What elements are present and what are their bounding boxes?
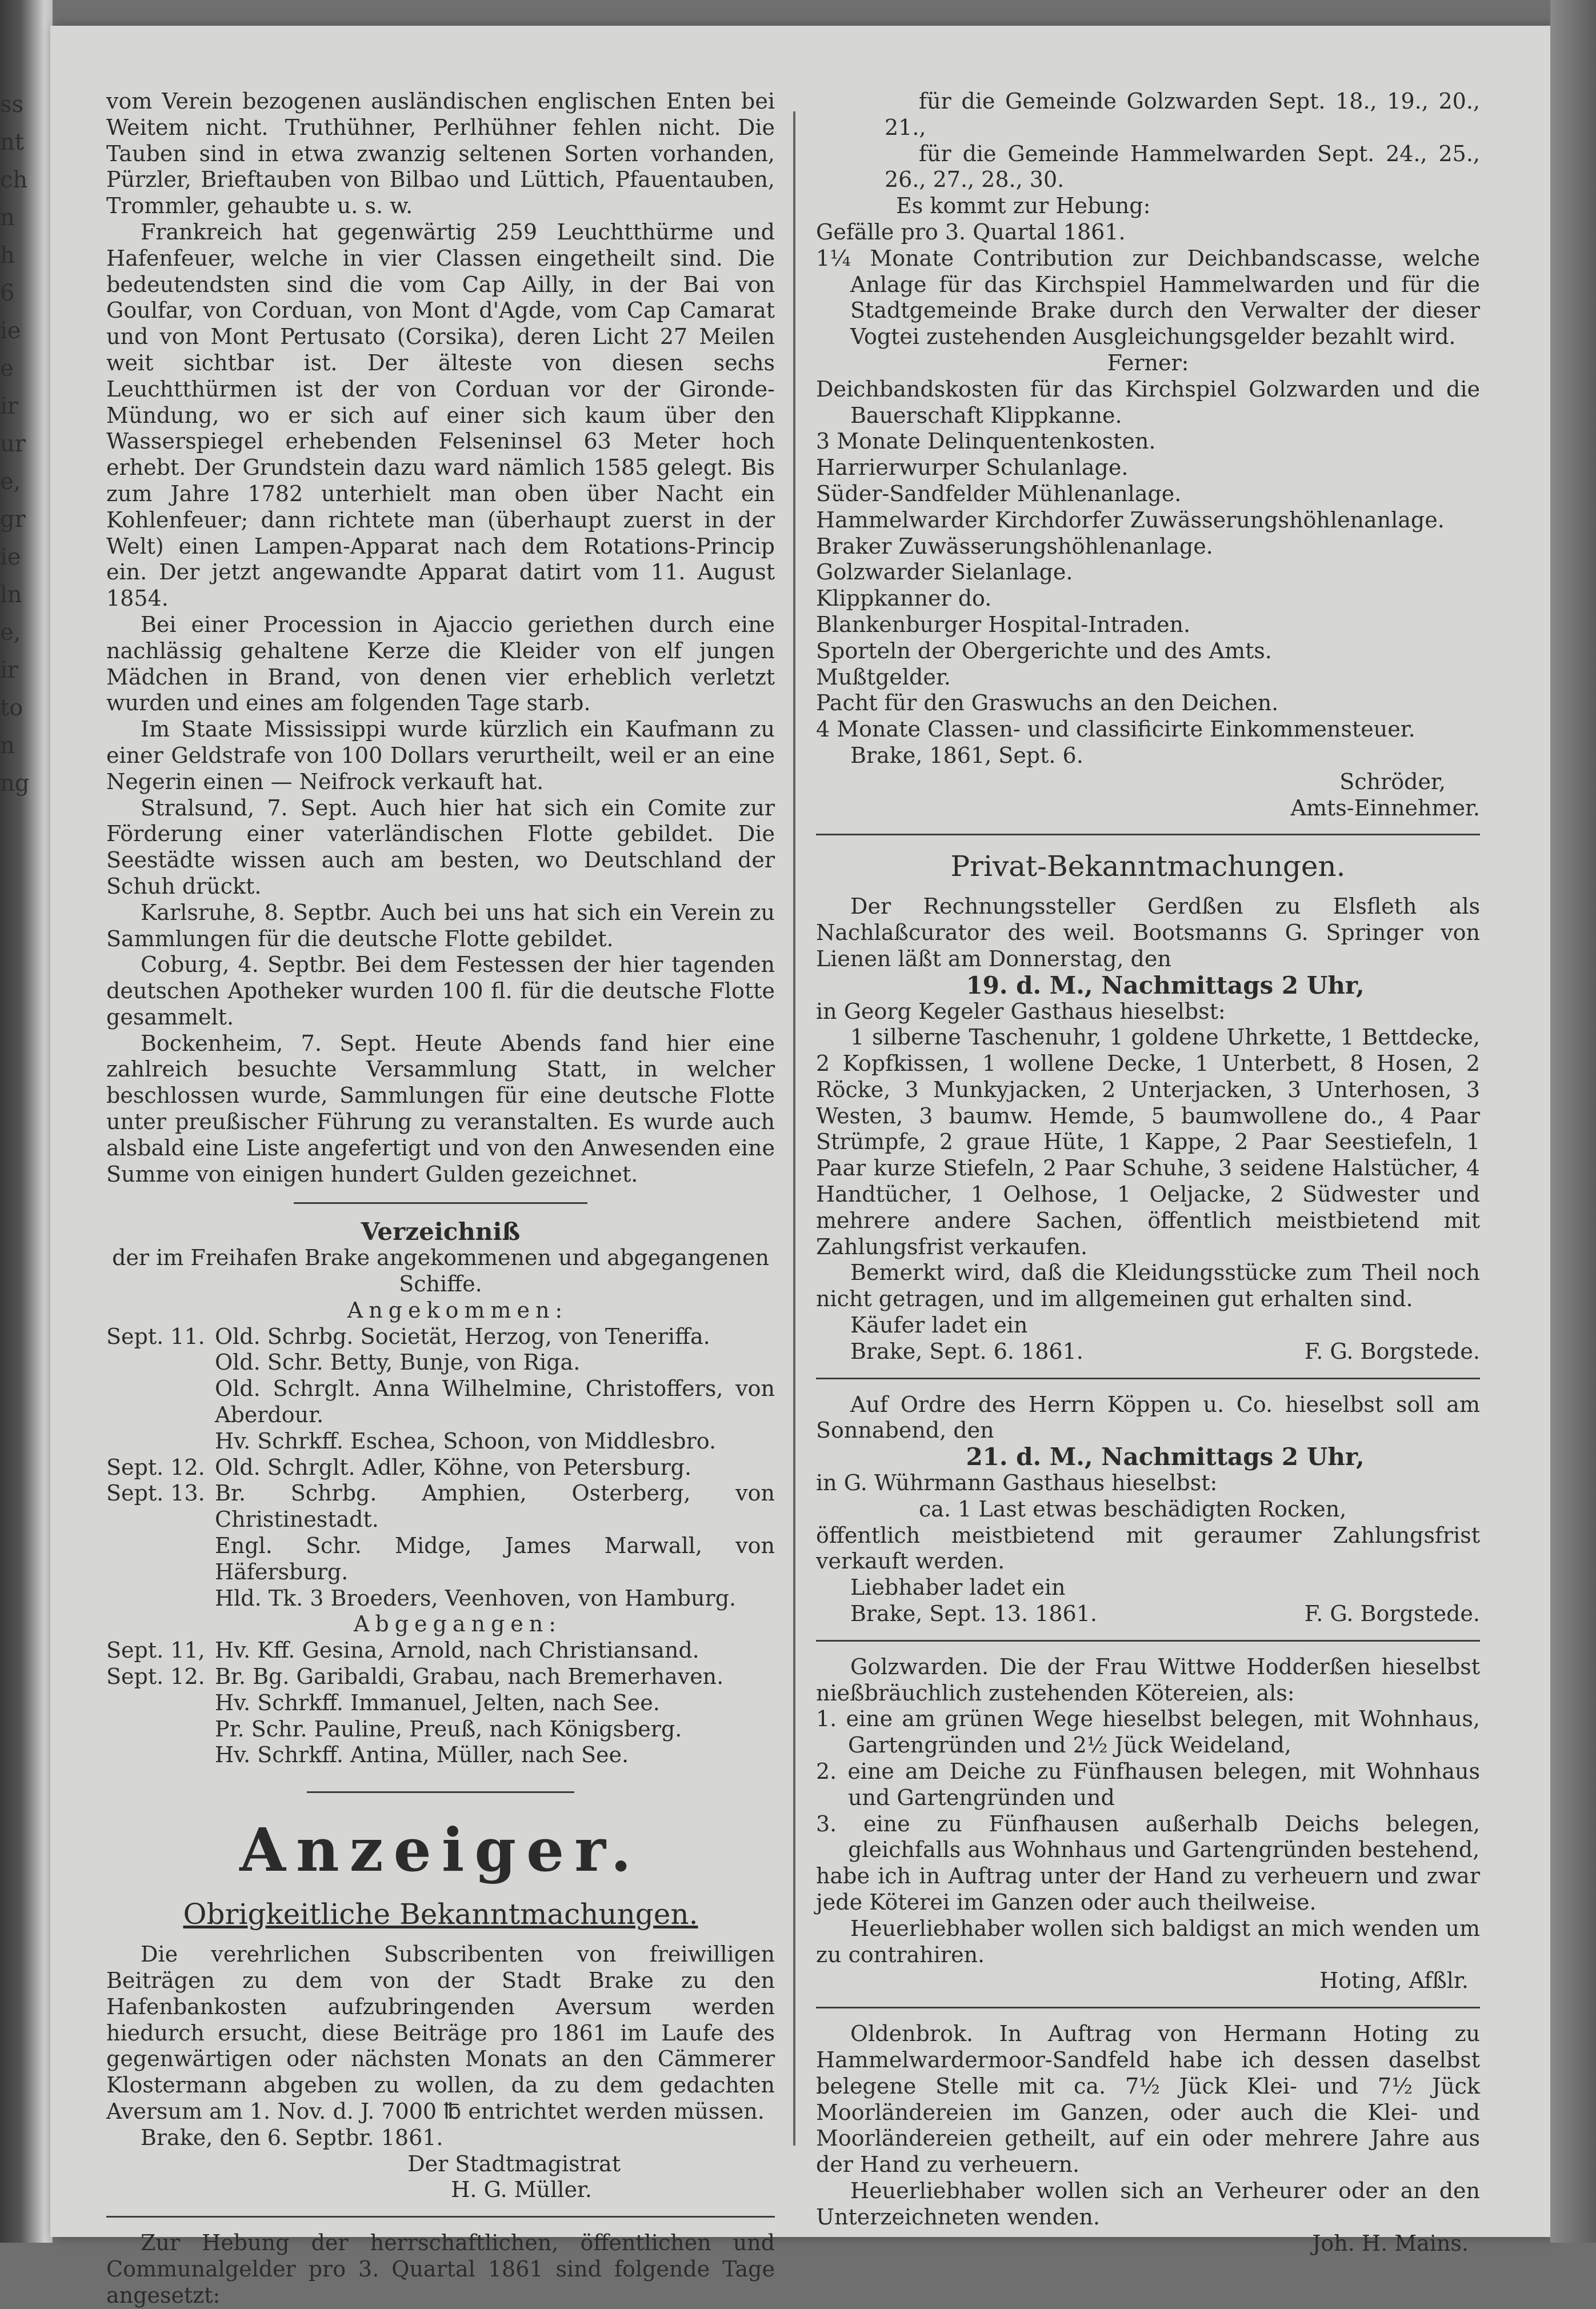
auction2-place: in G. Wührmann Gasthaus hieselbst:: [816, 1470, 1218, 1496]
auction1-signature: F. G. Borgstede.: [1304, 1338, 1480, 1364]
ship-entry: Engl. Schr. Midge, James Marwall, von Häfersburg.: [215, 1533, 775, 1584]
ferner-heading: Ferner:: [1107, 350, 1189, 375]
ship-entry: Hv. Schrkff. Antina, Müller, nach See.: [215, 1742, 629, 1768]
departures-heading: Abgegangen:: [353, 1611, 562, 1637]
ship-row: [106, 1586, 775, 1612]
property-item: 2. eine am Deiche zu Fünfhausen belegen, mit Wohnhaus und Gartengründen und: [816, 1759, 1480, 1810]
ship-entry: Old. Schrbg. Societät, Herzog, von Teneriffa.: [215, 1323, 710, 1349]
margin-fragment: ch: [0, 167, 28, 193]
collection-item: 1¼ Monate Contribution zur Deichbandscasse, welche Anlage für das Kirchspiel Hammelwarden und für die Stadtgemeinde Brake durch den Verwalter der dieser Vogtei zustehenden Ausgleichungsgelder bezahlt wird.: [816, 245, 1480, 350]
ship-row: [106, 1742, 775, 1768]
ship-entry: Old. Schr. Betty, Bunje, von Riga.: [215, 1350, 581, 1375]
column-divider: [793, 111, 795, 2146]
oldenbrok-signature: Joh. H. Mains.: [1312, 2230, 1469, 2256]
ship-date: [106, 1350, 215, 1376]
ship-row: [106, 1428, 775, 1455]
auction1-note: Bemerkt wird, daß die Kleidungsstücke zum Theil noch nicht getragen, und im allgemeinen gut erhalten sind.: [816, 1260, 1480, 1312]
ship-entry: Hv. Kff. Gesina, Arnold, nach Christiansand.: [215, 1638, 699, 1663]
golzwarden-signature: Hoting, Afßlr.: [1319, 1968, 1469, 1994]
margin-fragment: n: [0, 733, 15, 759]
divider: [816, 1640, 1480, 1642]
ship-entry: Pr. Schr. Pauline, Preuß, nach Königsberg.: [215, 1716, 682, 1742]
auction2-footer-date: Brake, Sept. 13. 1861.: [850, 1601, 1097, 1627]
margin-fragment: e,: [0, 469, 21, 495]
previous-page-margin: [0, 86, 33, 802]
auction1-invitation: Käufer ladet ein: [850, 1312, 1028, 1338]
ship-date: [106, 1428, 215, 1455]
collection-items: [816, 219, 1480, 350]
anzeiger-heading: Anzeiger.: [239, 1815, 642, 1886]
further-items: [816, 377, 1480, 743]
ship-entry: Old. Schrglt. Adler, Köhne, von Petersburg.: [215, 1454, 692, 1480]
further-item: Braker Zuwässerungshöhlenanlage.: [816, 533, 1213, 559]
article-ajaccio: Bei einer Procession in Ajaccio geriethen durch eine nachlässig gehaltene Kerze die Kleider von elf jungen Mädchen in Brand, von denen vier erheblich verletzt wurden und eines am folgenden Tage starb.: [106, 611, 775, 716]
arrivals-heading: Angekommen:: [347, 1297, 569, 1323]
collection-date: Brake, 1861, Sept. 6.: [850, 742, 1083, 768]
collector-name: Schröder,: [1339, 769, 1446, 794]
article-ducks: vom Verein bezogenen ausländischen englischen Enten bei Weitem nicht. Truthühner, Perlhühner fehlen nicht. Die Tauben sind in etwa zwanzig seltenen Sorten vorhanden, Pürzler, Brieftauben von Bilbao und Lüttich, Pfauentauben, Trommler, gehaubte u. s. w.: [106, 89, 775, 219]
auction1-goods: 1 silberne Taschenuhr, 1 goldene Uhrkette, 1 Bettdecke, 2 Kopfkissen, 1 wollene Decke, 1 Unterbett, 8 Hosen, 2 Röcke, 3 Munkyjacken, 2 Unterjacken, 3 Unterhosen, 3 Westen, 3 baumw. Hemde, 5 baumwollene do., 4 Paar Strümpfe, 2 graue Hüte, 1 Kappe, 2 Paar Seestiefeln, 1 Paar kurze Stiefeln, 2 Paar Schuhe, 3 seidene Halstücher, 4 Handtücher, 1 Oelhose, 1 Oeljacke, 2 Südwester und mehrere andere Sachen, öffentlich meistbietend mit Zahlungsfrist verkaufen.: [816, 1025, 1480, 1259]
margin-fragment: h: [0, 242, 15, 269]
ship-date: Sept. 11.: [106, 1323, 205, 1349]
ship-row: [106, 1690, 775, 1716]
ship-date: Sept. 11,: [106, 1638, 205, 1663]
ship-entry: Old. Schrglt. Anna Wilhelmine, Christoffers, von Aberdour.: [215, 1376, 775, 1428]
official-notice-text: Die verehrlichen Subscribenten von freiwilligen Beiträgen zu dem von der Stadt Brake zu den Hafenbankosten aufzubringenden Aversum werden hiedurch ersucht, diese Beiträge pro 1861 im Laufe des gegenwärtigen oder nächsten Monats an den Cämmerer Klostermann abgeben zu wollen, da zu dem gedachten Aversum am 1. Nov. d. J. 7000 ℔ entrichtet werden müssen.: [106, 1942, 775, 2124]
arrivals-list: [106, 1324, 775, 1612]
private-notices-heading: Privat-Bekanntmachungen.: [950, 850, 1346, 883]
margin-fragment: ng: [0, 770, 30, 797]
official-notices-heading: Obrigkeitliche Bekanntmachungen.: [183, 1898, 698, 1931]
official-notice-signature-name: H. G. Müller.: [451, 2177, 592, 2203]
auction2-signature: F. G. Borgstede.: [1304, 1601, 1480, 1627]
auction1-date: 19. d. M., Nachmittags 2 Uhr,: [966, 971, 1365, 999]
page-edge: [1550, 0, 1596, 2243]
ship-entry: Hv. Schrkff. Eschea, Schoon, von Middlesbro.: [215, 1428, 717, 1454]
ship-date: [106, 1376, 215, 1428]
auction2-footer: [816, 1601, 1480, 1627]
auction2-goods: ca. 1 Last etwas beschädigten Rocken,: [919, 1496, 1347, 1522]
right-column: [816, 89, 1480, 2256]
collection-intro: Es kommt zur Hebung:: [896, 193, 1151, 219]
divider: [816, 834, 1480, 835]
further-item: Süder-Sandfelder Mühlenanlage.: [816, 481, 1182, 506]
further-item: Klippkanner do.: [816, 586, 992, 611]
margin-fragment: n: [0, 205, 15, 231]
ship-row: [106, 1716, 775, 1743]
margin-fragment: nt: [0, 129, 24, 155]
margin-fragment: ir: [0, 393, 18, 419]
ship-date: [106, 1690, 215, 1716]
golzwarden-list: [816, 1706, 1480, 1863]
article-coburg: Coburg, 4. Septbr. Bei dem Festessen der hier tagenden deutschen Apotheker wurden 100 fl. für die deutsche Flotte gesammelt.: [106, 952, 775, 1030]
margin-fragment: to: [0, 695, 23, 721]
oldenbrok-text-2: Heuerliebhaber wollen sich an Verheurer oder an den Unterzeichneten wenden.: [816, 2178, 1480, 2230]
tax-collection-text: Zur Hebung der herrschaftlichen, öffentlichen und Communalgelder pro 3. Quartal 1861 sind folgende Tage angesetzt:: [106, 2230, 775, 2308]
official-notice-date: Brake, den 6. Septbr. 1861.: [141, 2124, 443, 2150]
auction2-text: Auf Ordre des Herrn Köppen u. Co. hieselbst soll am Sonnabend, den: [816, 1391, 1480, 1443]
auction1-place: in Georg Kegeler Gasthaus hieselbst:: [816, 998, 1226, 1024]
ship-date: Sept. 13.: [106, 1480, 205, 1506]
further-item: 4 Monate Classen- und classificirte Einkommensteuer.: [816, 717, 1415, 742]
official-notice-signature-title: Der Stadtmagistrat: [407, 2151, 621, 2176]
golzwarden-text-2: habe ich in Auftrag unter der Hand zu verheuern und zwar jede Köterei im Ganzen oder auch theilweise.: [816, 1863, 1480, 1915]
ship-date: [106, 1742, 215, 1768]
margin-fragment: 6: [0, 280, 15, 306]
auction2-date: 21. d. M., Nachmittags 2 Uhr,: [966, 1443, 1365, 1471]
ship-row: [106, 1533, 775, 1586]
article-karlsruhe: Karlsruhe, 8. Septbr. Auch bei uns hat sich ein Verein zu Sammlungen für die deutsche Flotte gebildet.: [106, 899, 775, 951]
ship-row: [106, 1455, 775, 1481]
further-item: 3 Monate Delinquentenkosten.: [816, 429, 1156, 454]
auction2-terms: öffentlich meistbietend mit geraumer Zahlungsfrist verkauft werden.: [816, 1522, 1480, 1574]
further-item: Mußtgelder.: [816, 664, 951, 690]
divider: [816, 2007, 1480, 2008]
collection-item: Gefälle pro 3. Quartal 1861.: [816, 219, 1126, 245]
further-item: Golzwarder Sielanlage.: [816, 559, 1073, 585]
collection-dates-golzwarden: für die Gemeinde Golzwarden Sept. 18., 19., 20., 21.,: [885, 89, 1480, 140]
departures-list: [106, 1638, 775, 1768]
ship-register-subtitle: der im Freihafen Brake angekommenen und abgegangenen Schiffe.: [112, 1245, 769, 1297]
further-item: Sporteln der Obergerichte und des Amts.: [816, 638, 1272, 663]
margin-fragment: e: [0, 355, 14, 382]
ship-date: Sept. 12.: [106, 1454, 205, 1480]
ship-date: Sept. 12.: [106, 1664, 205, 1690]
further-item: Hammelwarder Kirchdorfer Zuwässerungshöhlenanlage.: [816, 507, 1445, 533]
ship-date: [106, 1533, 215, 1586]
golzwarden-text: Golzwarden. Die der Frau Wittwe Hodderßen hieselbst nießbräuchlich zustehenden Kötereien, als:: [816, 1654, 1480, 1706]
ship-entry: Hld. Tk. 3 Broeders, Veenhoven, von Hamburg.: [215, 1585, 737, 1611]
collector-title: Amts-Einnehmer.: [1290, 795, 1480, 821]
ship-date: [106, 1586, 215, 1612]
ship-row: [106, 1324, 775, 1350]
ship-entry: Br. Schrbg. Amphien, Osterberg, von Christinestadt.: [215, 1480, 775, 1532]
auction1-footer: [816, 1339, 1480, 1365]
ship-entry: Br. Bg. Garibaldi, Grabau, nach Bremerhaven.: [215, 1664, 724, 1690]
ship-entry: Hv. Schrkff. Immanuel, Jelten, nach See.: [215, 1690, 660, 1715]
collection-dates-hammelwarden: für die Gemeinde Hammelwarden Sept. 24., 25., 26., 27., 28., 30.: [885, 141, 1480, 193]
margin-fragment: ie: [0, 544, 21, 570]
ship-row: [106, 1638, 775, 1664]
ship-row: [106, 1376, 775, 1428]
margin-fragment: e,: [0, 619, 21, 646]
golzwarden-text-3: Heuerliebhaber wollen sich baldigst an mich wenden um zu contrahiren.: [816, 1915, 1480, 1967]
margin-fragment: gr: [0, 506, 26, 533]
margin-fragment: ur: [0, 431, 26, 457]
ship-date: [106, 1716, 215, 1743]
property-item: 1. eine am grünen Wege hieselbst belegen, mit Wohnhaus, Gartengründen und 2½ Jück Weideland,: [816, 1706, 1480, 1758]
divider: [106, 2216, 775, 2218]
further-item: Blankenburger Hospital-Intraden.: [816, 611, 1191, 637]
oldenbrok-text: Oldenbrok. In Auftrag von Hermann Hoting zu Hammelwardermoor-Sandfeld habe ich dessen daselbst belegene Stelle mit ca. 7½ Jück Klei- und 7½ Jück Moorländereien im Ganzen, oder auch die Klei- und Moorländereien getheilt, auf ein oder mehrere Jahre aus der Hand zu verheuern.: [816, 2021, 1480, 2178]
property-item: 3. eine zu Fünfhausen außerhalb Deichs belegen, gleichfalls aus Wohnhaus und Gartengründen bestehend,: [816, 1811, 1480, 1863]
auction1-text: Der Rechnungssteller Gerdßen zu Elsfleth als Nachlaßcurator des weil. Bootsmanns G. Springer von Lienen läßt am Donnerstag, den: [816, 894, 1480, 971]
divider: [307, 1791, 574, 1793]
article-stralsund: Stralsund, 7. Sept. Auch hier hat sich ein Comite zur Förderung einer vaterländischen Flotte gebildet. Die Seestädte wissen auch am besten, wo Deutschland der Schuh drückt.: [106, 795, 775, 899]
ship-row: [106, 1664, 775, 1690]
divider: [294, 1202, 588, 1204]
newspaper-page: [50, 26, 1550, 2308]
margin-fragment: ln: [0, 582, 22, 608]
article-mississippi: Im Staate Mississippi wurde kürzlich ein Kaufmann zu einer Geldstrafe von 100 Dollars verurtheilt, weil er an eine Negerin einen — Neifrock verkauft hat.: [106, 717, 775, 794]
margin-fragment: ss: [0, 91, 24, 118]
divider: [816, 1378, 1480, 1379]
left-column: [106, 89, 775, 2309]
margin-fragment: ir: [0, 657, 18, 683]
ship-row: [106, 1350, 775, 1376]
further-item: Deichbandskosten für das Kirchspiel Golzwarden und die Bauerschaft Klippkanne.: [816, 376, 1480, 428]
further-item: Harrierwurper Schulanlage.: [816, 455, 1129, 481]
article-lighthouses: Frankreich hat gegenwärtig 259 Leuchtthürme und Hafenfeuer, welche in vier Classen eingetheilt sind. Die bedeutendsten sind die vom Cap Ailly, in der Bai von Goulfar, von Corduan, von Mont d'Agde, vom Cap Camarat und von Mont Pertusato (Corsika), deren Licht 27 Meilen weit sichtbar ist. Der älteste von diesen sechs Leuchtthürmen ist der von Corduan vor der Gironde-Mündung, wo er sich auf einer sich kaum über den Wasserspiegel erhebenden Felseninsel 63 Meter hoch erhebt. Der Grundstein dazu ward nämlich 1585 gelegt. Bis zum Jahre 1782 unterhielt man oben über Nacht ein Kohlenfeuer; dann richtete man (überhaupt zuerst in der Welt) einen Lampen-Apparat nach dem Rotations-Princip ein. Der jetzt angewandte Apparat datirt vom 11. August 1854.: [106, 219, 775, 611]
ship-register-title: Verzeichniß: [361, 1218, 521, 1246]
auction1-footer-date: Brake, Sept. 6. 1861.: [850, 1338, 1083, 1364]
further-item: Pacht für den Graswuchs an den Deichen.: [816, 690, 1279, 716]
margin-fragment: ie: [0, 318, 21, 344]
article-bockenheim: Bockenheim, 7. Sept. Heute Abends fand hier eine zahlreich besuchte Versammlung Statt, in welcher beschlossen wurde, Sammlungen für eine deutsche Flotte unter preußischer Führung zu veranstalten. Es wurde auch alsbald eine Liste angefertigt und von den Anwesenden eine Summe von einigen hundert Gulden gezeichnet.: [106, 1030, 775, 1187]
auction2-invitation: Liebhaber ladet ein: [850, 1575, 1066, 1600]
ship-row: [106, 1480, 775, 1533]
